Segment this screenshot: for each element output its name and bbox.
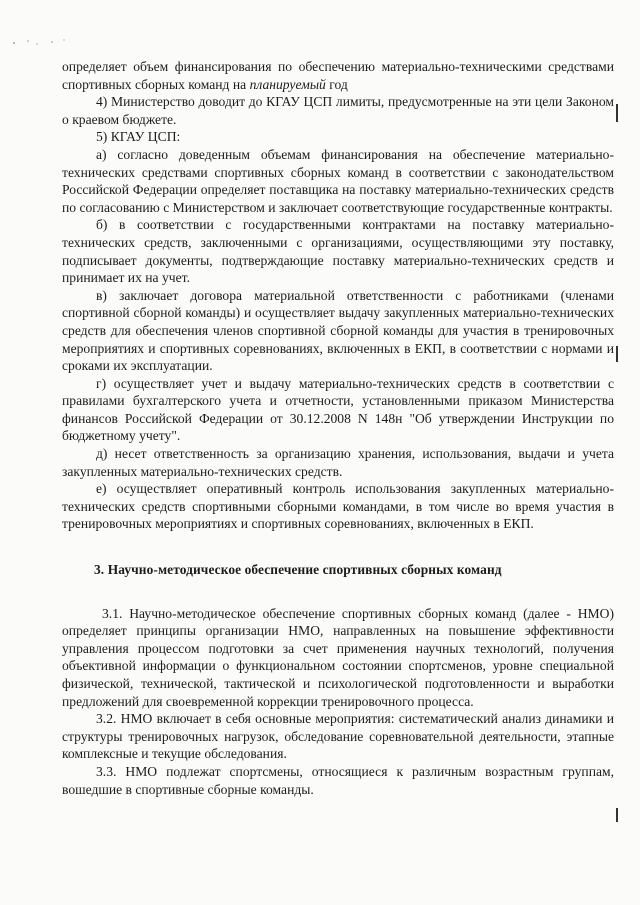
item-5v: в) заключает договора материальной ответственности с работниками (членами спортивной сборной команды) и осуществляет выдачу закупленных материально-технических средств для обеспечения членов спортивной сборной команды для участия в тренировочных мероприятиях и спортивных соревнованиях, включенных в ЕКП, в соответствии с нормами и сроками их эксплуатации. [62,287,614,374]
item-5-title: 5) КГАУ ЦСП: [96,129,181,145]
intro-tail: год [325,76,348,92]
item-4: 4) Министерство доводит до КГАУ ЦСП лимиты, предусмотренные на эти цели Законом о краевом бюджете. [62,94,614,127]
scan-edge-mark [616,808,618,822]
item-5e: е) осуществляет оперативный контроль использования закупленных материально-технических средств спортивными сборными командами, в том числе во время участия в тренировочных мероприятиях и спортивных соревнованиях, включенных в ЕКП. [62,481,614,532]
intro-paragraph [62,58,614,93]
item-5d: д) несет ответственность за организацию хранения, использования, выдачи и учета закупленных материально-технических средств. [62,446,614,479]
item-5g: г) осуществляет учет и выдачу материально-технических средств в соответствии с правилами бухгалтерского учета и отчетности, установленными приказом Министерства финансов Российской Федерации от 30.12.2008 N 148н "Об утверждении Инструкции по бюджетному учету". [62,375,614,444]
section-3-heading: 3. Научно-методическое обеспечение спортивных сборных команд [94,562,502,578]
item-5b: б) в соответствии с государственными контрактами на поставку материально-технических средств, заключенными с организациями, осуществляющими эту поставку, подписывает документы, подтверждающие поставку материально-технических средств и принимает их на учет. [62,217,614,286]
paragraph-3-1: 3.1. Научно-методическое обеспечение спортивных сборных команд (далее - НМО) определяет принципы организации НМО, направленных на повышение эффективности управления процессом подготовки за счет применения научных технологий, получения объективной информации о функциональном состоянии спортсменов, уровне специальной физической, технической, тактической и психологической подготовленности и выработки предложений для своевременной коррекции тренировочного процесса. [62,605,614,709]
document-page [62,58,614,798]
intro-emphasis: планируемый [249,76,326,92]
item-5a: а) согласно доведенным объемам финансирования на обеспечение материально-технических средствами спортивных сборных команд в соответствии с законодательством Российской Федерации определяет поставщика на поставку материально-технических средств по согласованию с Министерством и заключает соответствующие государственные контракты. [62,146,614,215]
intro-text: определяет объем финансирования по обеспечению материально-техническими средствами спортивных сборных команд на [62,59,614,92]
scan-edge-mark [616,104,618,122]
paragraph-3-3: 3.3. НМО подлежат спортсмены, относящиеся к различным возрастным группам, вошедшие в спортивные сборные команды. [62,763,614,797]
paragraph-3-2: 3.2. НМО включает в себя основные мероприятия: систематический анализ динамики и структуры тренировочных нагрузок, обследование соревновательной деятельности, этапные комплексные и текущие обследования. [62,711,614,762]
scan-speck [6,38,76,48]
scan-edge-mark [616,346,618,362]
